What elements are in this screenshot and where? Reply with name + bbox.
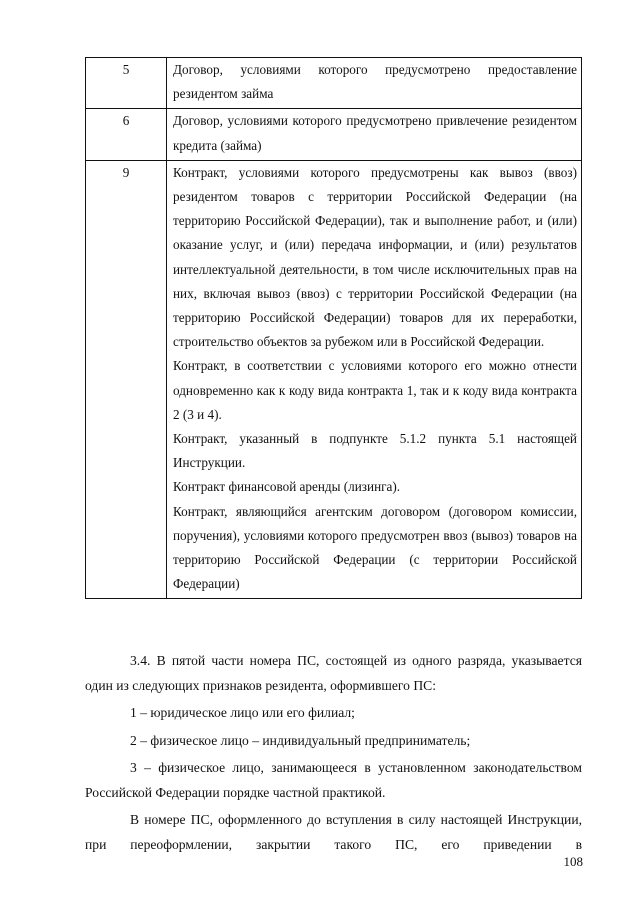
description-cell [167,160,582,599]
description-paragraph: Контракт, указанный в подпункте 5.1.2 пункта 5.1 настоящей Инструкции. [173,431,577,471]
code-cell: 9 [86,160,167,599]
description-paragraph: Договор, условиями которого предусмотрено предоставление резидентом займа [173,62,577,102]
paragraph-3-4: 3.4. В пятой части номера ПС, состоящей из одного разряда, указывается один из следующих признаков резидента, оформившего ПС: [85,653,582,694]
contract-type-table [85,57,582,599]
list-item: 1 – юридическое лицо или его филиал; [130,705,355,721]
table-row [86,109,582,160]
code-cell: 5 [86,58,167,109]
description-cell [167,58,582,109]
description-paragraph: Контракт, условиями которого предусмотрены как вывоз (ввоз) резидентом товаров с территории Российской Федерации (на территорию Российской Федерации), так и выполнение работ, и (или) оказание услуг, и (или) передача информации, и (или) результатов интеллектуальной деятельности, в том числе исключительных прав на них, включая вывоз (ввоз) с территории Российской Федерации (на территорию Российской Федерации) товаров для их переработки, строительство объектов за рубежом или в Российской Федерации. [173,164,577,350]
paragraph: В номере ПС, оформленного до вступления в силу настоящей Инструкции, при переоформлении, закрытии такого ПС, его приведении в [85,812,582,853]
body-text [85,648,582,858]
description-paragraph: Контракт финансовой аренды (лизинга). [173,479,401,495]
description-paragraph: Контракт, являющийся агентским договором (договором комиссии, поручения), условиями которого предусмотрен ввоз (вывоз) товаров на территорию Российской Федерации (с территории Российской Федерации) [173,503,577,592]
list-item: 3 – физическое лицо, занимающееся в установленном законодательством Российской Федерации порядке частной практикой. [85,759,582,801]
table-row [86,58,582,109]
table-row [86,160,582,599]
page-number: 108 [563,854,583,869]
description-paragraph: Договор, условиями которого предусмотрено привлечение резидентом кредита (займа) [173,113,577,153]
description-cell [167,109,582,160]
description-paragraph: Контракт, в соответствии с условиями которого его можно отнести одновременно как к коду вида контракта 1, так и к коду вида контракта 2 (3 и 4). [173,358,577,422]
list-item: 2 – физическое лицо – индивидуальный предприниматель; [130,732,471,748]
code-cell: 6 [86,109,167,160]
